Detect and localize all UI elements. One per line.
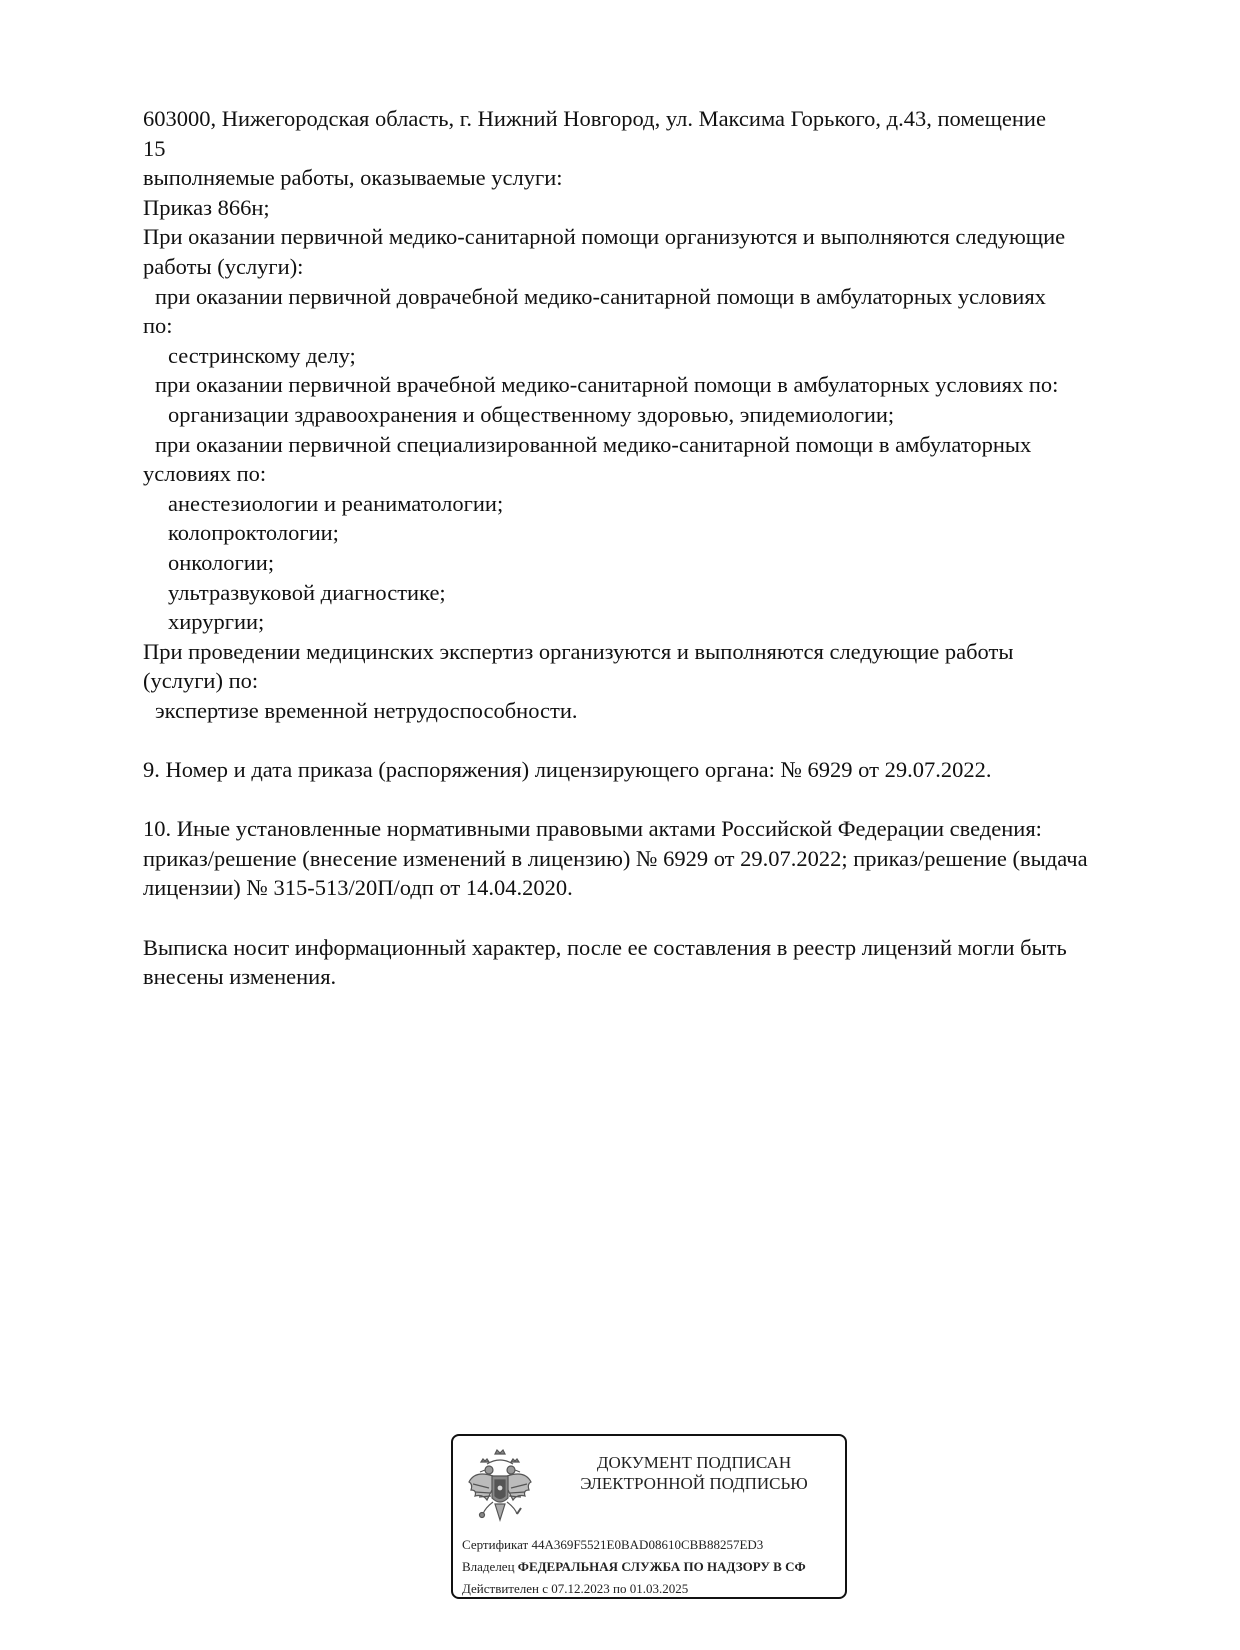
spacer (143, 725, 1173, 755)
spacer (143, 903, 1173, 933)
stamp-title (553, 1452, 835, 1494)
section-10-cont: лицензии) № 315-513/20П/одп от 14.04.2020. (143, 875, 573, 901)
owner-value: ФЕДЕРАЛЬНАЯ СЛУЖБА ПО НАДЗОРУ В СФ (517, 1559, 806, 1574)
address-line: 603000, Нижегородская область, г. Нижний Новгород, ул. Максима Горького, д.43, помещение (143, 106, 1046, 131)
paragraph-line: работы (услуги): (143, 253, 304, 279)
paragraph-line: При оказании первичной медико-санитарной помощи организуются и выполняются следующие (143, 224, 1066, 250)
disclaimer-cont: внесены изменения. (143, 964, 337, 990)
subsection-line: при оказании первичной специализированной медико-санитарной помощи в амбулаторных (155, 431, 1032, 457)
list-item: хирургии; (168, 609, 265, 635)
subsection-line-cont: по: (143, 313, 173, 339)
list-item: анестезиологии и реаниматологии; (168, 490, 504, 516)
stamp-title-line1: ДОКУМЕНТ ПОДПИСАН (596, 1453, 792, 1472)
works-heading: выполняемые работы, оказываемые услуги: (143, 165, 563, 191)
list-item: организации здравоохранения и общественному здоровью, эпидемиологии; (168, 401, 895, 427)
document-body (143, 104, 1173, 992)
coat-of-arms-icon (465, 1448, 535, 1532)
stamp-details (462, 1534, 847, 1599)
subsection-line-cont: условиях по: (143, 461, 267, 487)
validity-label: Действителен (462, 1581, 539, 1596)
stamp-title-line2: ЭЛЕКТРОННОЙ ПОДПИСЬЮ (580, 1474, 808, 1493)
validity-value: с 07.12.2023 по 01.03.2025 (542, 1581, 689, 1596)
certificate-label: Сертификат (462, 1537, 529, 1552)
address-line-cont: 15 (143, 135, 166, 161)
section-10: 10. Иные установленные нормативными правовыми актами Российской Федерации сведения: (143, 816, 1042, 842)
order-ref: Приказ 866н; (143, 194, 270, 220)
subsection-line: при оказании первичной доврачебной медико-санитарной помощи в амбулаторных условиях (155, 283, 1046, 309)
list-item: онкологии; (168, 549, 275, 575)
spacer (143, 785, 1173, 815)
list-item: экспертизе временной нетрудоспособности. (155, 697, 578, 723)
subsection-line: при оказании первичной врачебной медико-санитарной помощи в амбулаторных условиях по: (155, 372, 1059, 398)
paragraph-line: При проведении медицинских экспертиз организуются и выполняются следующие работы (143, 638, 1014, 664)
paragraph-line: (услуги) по: (143, 668, 259, 694)
owner-label: Владелец (462, 1559, 515, 1574)
section-10-cont: приказ/решение (внесение изменений в лицензию) № 6929 от 29.07.2022; приказ/решение (выдача (143, 845, 1088, 871)
list-item: колопроктологии; (168, 520, 339, 546)
list-item: ультразвуковой диагностике; (168, 579, 446, 605)
owner-row (462, 1556, 847, 1578)
certificate-row (462, 1534, 847, 1556)
certificate-value: 44A369F5521E0BAD08610CBB88257ED3 (531, 1537, 764, 1552)
list-item: сестринскому делу; (168, 342, 356, 368)
section-9: 9. Номер и дата приказа (распоряжения) лицензирующего органа: № 6929 от 29.07.2022. (143, 757, 992, 783)
disclaimer: Выписка носит информационный характер, после ее составления в реестр лицензий могли быть (143, 934, 1067, 960)
electronic-signature-stamp (451, 1434, 847, 1599)
validity-row (462, 1578, 847, 1599)
